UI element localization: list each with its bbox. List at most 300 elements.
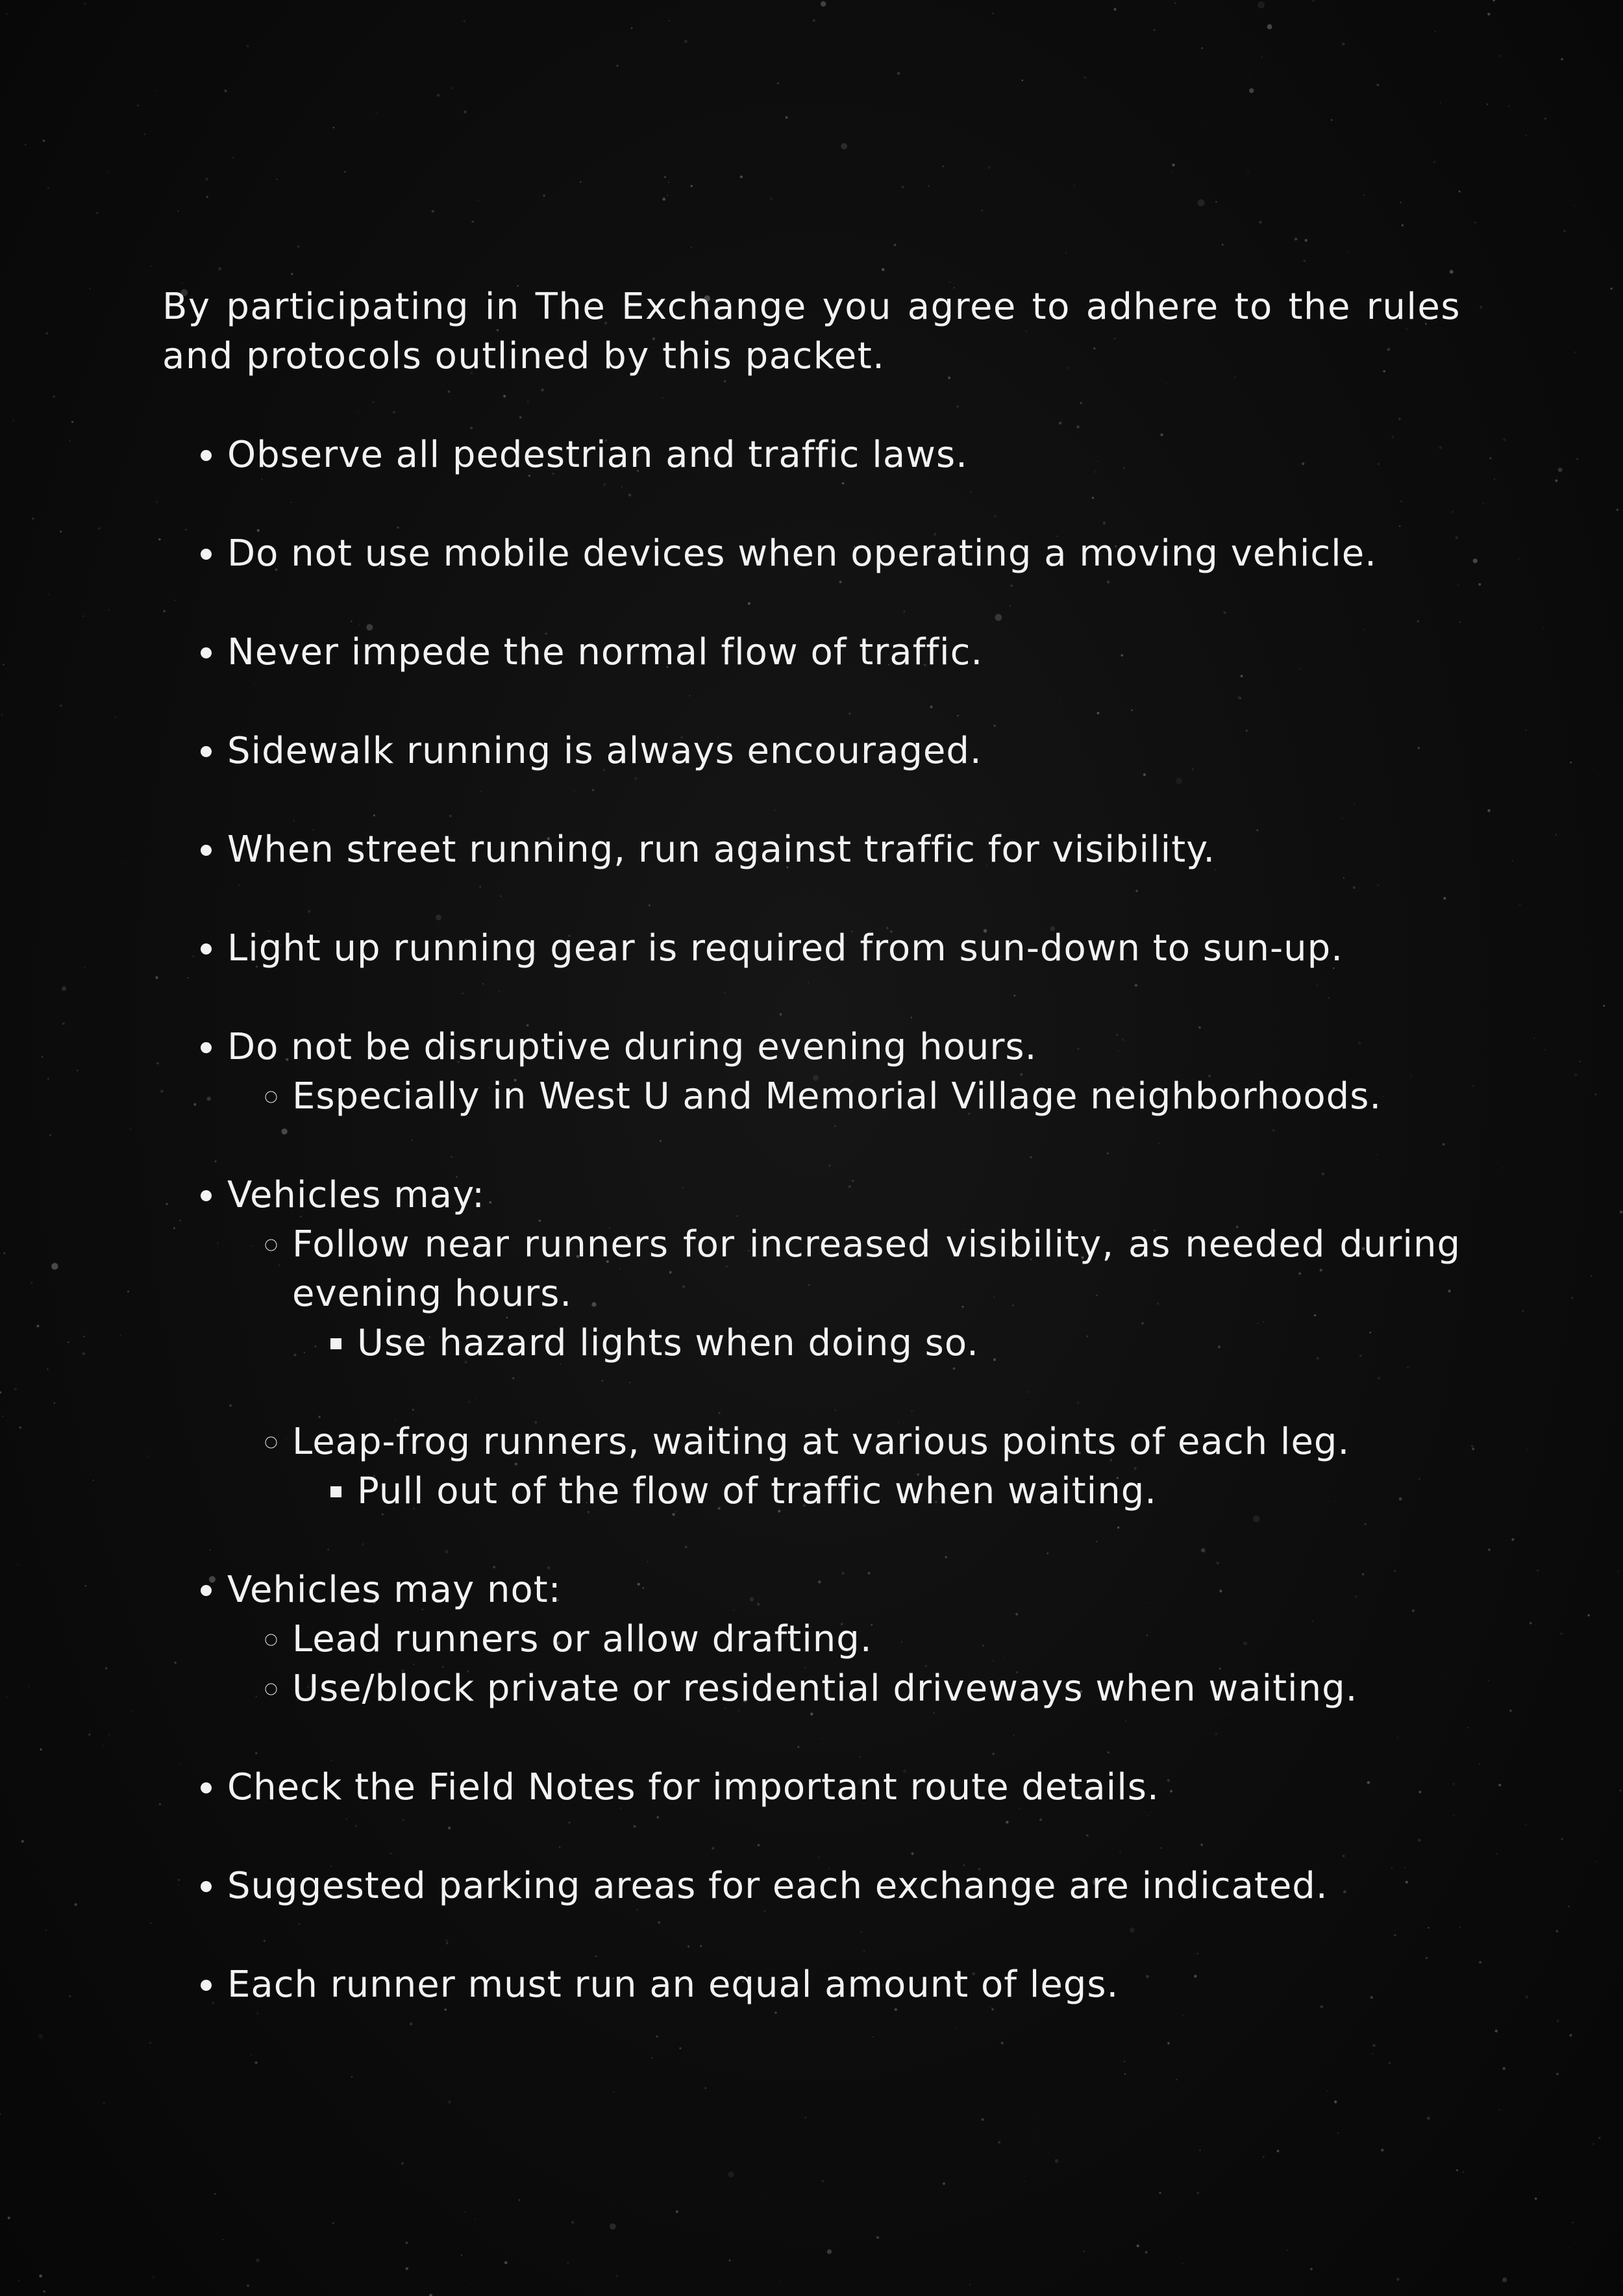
speckle — [1248, 77, 1249, 78]
speckle — [1258, 1, 1265, 8]
speckle — [6, 1696, 8, 1699]
speckle — [1459, 190, 1461, 192]
speckle — [51, 1263, 58, 1269]
speckle — [1267, 24, 1272, 29]
speckle — [1580, 1061, 1581, 1062]
speckle — [1304, 239, 1307, 242]
speckle — [143, 133, 145, 135]
speckle — [1556, 2073, 1559, 2075]
speckle — [894, 243, 897, 246]
rule-text: Sidewalk running is always encouraged. — [227, 730, 982, 772]
speckle — [1372, 2044, 1375, 2047]
speckle — [71, 421, 73, 423]
speckle — [821, 1, 826, 6]
speckle — [567, 2262, 569, 2264]
speckle — [1450, 270, 1454, 274]
speckle — [60, 530, 62, 532]
sub-rule-driveways — [292, 1664, 1461, 1714]
speckle — [1083, 2251, 1085, 2252]
speckle — [1568, 1906, 1570, 1907]
speckle — [1048, 2152, 1050, 2153]
speckle — [1022, 79, 1024, 81]
speckle — [1618, 1571, 1619, 1572]
speckle — [1522, 1310, 1524, 1312]
rule-no-impede — [227, 628, 1461, 677]
rule-no-mobile — [227, 529, 1461, 579]
speckle — [247, 45, 249, 47]
sub-list — [227, 1072, 1461, 1121]
speckle — [1530, 1622, 1532, 1625]
speckle — [1555, 479, 1557, 482]
speckle — [1396, 2278, 1400, 2281]
speckle — [1337, 2132, 1339, 2134]
speckle — [47, 1078, 49, 1080]
rule-not-disruptive — [227, 1023, 1461, 1121]
speckle — [813, 19, 815, 21]
speckle — [1610, 288, 1613, 290]
speckle — [1483, 503, 1484, 504]
speckle — [1065, 252, 1067, 253]
speckle — [1593, 769, 1594, 770]
speckle — [897, 72, 900, 75]
speckle — [88, 1734, 90, 1736]
speckle — [1307, 2085, 1309, 2086]
sub-rule-leapfrog — [292, 1417, 1461, 1516]
speckle — [106, 171, 108, 173]
sub-sub-rule-hazard — [357, 1319, 1461, 1368]
rules-content — [162, 282, 1461, 2010]
sub-sub-list — [292, 1467, 1461, 1516]
speckle — [84, 967, 86, 968]
speckle — [333, 127, 335, 129]
speckle — [1084, 77, 1085, 79]
rule-vehicles-may-not — [227, 1566, 1461, 1714]
speckle — [53, 395, 55, 398]
speckle — [1363, 195, 1365, 196]
speckle — [276, 179, 277, 180]
speckle — [1502, 2067, 1505, 2070]
speckle — [108, 609, 110, 611]
speckle — [1024, 2180, 1025, 2182]
speckle — [543, 195, 545, 197]
speckle — [1295, 238, 1298, 241]
speckle — [150, 1922, 152, 1924]
speckle — [82, 1353, 85, 1355]
speckle — [256, 2258, 260, 2262]
speckle — [464, 110, 466, 113]
speckle — [1303, 260, 1306, 262]
speckle — [102, 1745, 103, 1746]
speckle — [1001, 2041, 1004, 2044]
speckle — [664, 176, 666, 178]
speckle — [1159, 2192, 1161, 2194]
speckle — [62, 986, 66, 991]
speckle — [2, 1416, 3, 1417]
speckle — [1196, 2191, 1199, 2194]
speckle — [679, 2047, 681, 2049]
speckle — [93, 1480, 94, 1481]
speckle — [804, 2116, 807, 2119]
rule-text: Suggested parking areas for each exchange are indicated. — [227, 1865, 1328, 1907]
speckle — [125, 862, 127, 864]
speckle — [177, 210, 179, 212]
speckle — [1496, 1853, 1498, 1854]
speckle — [1471, 1445, 1474, 1447]
speckle — [1595, 1861, 1596, 1862]
speckle — [120, 1334, 121, 1336]
speckle — [1215, 201, 1217, 203]
speckle — [1525, 729, 1527, 731]
speckle — [1591, 1275, 1592, 1277]
speckle — [1402, 224, 1404, 226]
speckle — [656, 2036, 658, 2038]
speckle — [97, 212, 98, 214]
speckle — [83, 3, 86, 5]
speckle — [465, 2212, 466, 2213]
speckle — [1055, 2159, 1059, 2163]
speckle — [85, 1585, 87, 1587]
speckle — [1331, 119, 1333, 121]
speckle — [1176, 2079, 1178, 2080]
speckle — [108, 1734, 110, 1736]
speckle — [147, 1455, 149, 1457]
speckle — [1113, 8, 1116, 10]
speckle — [1312, 0, 1315, 2]
speckle — [130, 1710, 132, 1712]
speckle — [1525, 1824, 1527, 1826]
sub-rule-text: Leap-frog runners, waiting at various points of each leg. — [292, 1421, 1350, 1463]
speckle — [1493, 0, 1495, 1]
speckle — [942, 166, 944, 168]
speckle — [882, 268, 885, 271]
rule-equal-legs — [227, 1960, 1461, 2010]
speckle — [256, 2012, 258, 2014]
speckle — [1576, 458, 1578, 460]
speckle — [928, 186, 930, 187]
speckle — [332, 2222, 335, 2225]
speckle — [765, 2196, 767, 2197]
sub-sub-rule-text: Use hazard lights when doing so. — [357, 1322, 979, 1364]
speckle — [1598, 2137, 1600, 2139]
speckle — [1520, 904, 1521, 905]
speckle — [1620, 1790, 1622, 1791]
speckle — [1480, 306, 1482, 308]
speckle — [1544, 118, 1547, 120]
speckle — [1587, 1614, 1590, 1617]
rule-vehicles-may — [227, 1171, 1461, 1516]
speckle — [1372, 2053, 1374, 2054]
speckle — [150, 2042, 151, 2043]
speckle — [1595, 1093, 1596, 1095]
sub-rule-text: Use/block private or residential driveways when waiting. — [292, 1667, 1358, 1710]
speckle — [1479, 1764, 1480, 1765]
speckle — [1400, 202, 1401, 203]
speckle — [1544, 1049, 1546, 1051]
rule-text: Vehicles may not: — [227, 1569, 562, 1611]
speckle — [130, 1129, 131, 1130]
speckle — [43, 140, 45, 142]
speckle — [1569, 2247, 1570, 2249]
speckle — [206, 196, 208, 199]
rule-text: Light up running gear is required from sun-down to sun-up. — [227, 927, 1344, 969]
speckle — [137, 105, 138, 106]
speckle — [43, 2290, 45, 2293]
speckle — [982, 210, 983, 211]
speckle — [827, 2249, 832, 2254]
speckle — [969, 2284, 971, 2286]
speckle — [64, 176, 65, 177]
rule-sidewalk — [227, 727, 1461, 776]
speckle — [873, 2036, 874, 2038]
speckle — [1503, 438, 1505, 441]
speckle — [464, 20, 465, 22]
speckle — [1569, 2034, 1572, 2036]
speckle — [1487, 12, 1490, 15]
speckle — [376, 112, 377, 114]
speckle — [21, 1840, 24, 1843]
speckle — [1145, 2251, 1147, 2253]
speckle — [676, 2210, 678, 2213]
speckle — [14, 1388, 17, 1391]
speckle — [1473, 558, 1478, 563]
speckle — [1124, 2073, 1126, 2075]
speckle — [25, 144, 27, 145]
speckle — [89, 1731, 91, 1733]
speckle — [449, 2239, 450, 2240]
intro-paragraph: By participating in The Exchange you agree to adhere to the rules and protocols outlined by this packet. — [162, 286, 1461, 377]
speckle — [155, 501, 158, 504]
sub-rule-text: Follow near runners for increased visibility, as needed during evening hours. — [292, 1223, 1461, 1315]
speckle — [0, 2114, 1, 2115]
speckle — [410, 2023, 412, 2025]
rules-list — [162, 430, 1461, 2010]
sub-rule-follow — [292, 1220, 1461, 1368]
speckle — [222, 2239, 223, 2240]
speckle — [98, 527, 101, 530]
speckle — [45, 1930, 47, 1931]
rule-observe-laws — [227, 430, 1461, 480]
speckle — [36, 1325, 39, 1327]
speckle — [0, 1391, 1, 1394]
speckle — [1171, 171, 1172, 172]
speckle — [247, 2284, 249, 2287]
speckle — [406, 2241, 408, 2244]
speckle — [18, 2280, 19, 2282]
speckle — [1222, 244, 1224, 246]
speckle — [1571, 1297, 1574, 1299]
rule-text: Each runner must run an equal amount of legs. — [227, 1964, 1119, 2006]
speckle — [988, 166, 991, 169]
speckle — [1172, 164, 1175, 167]
speckle — [478, 200, 479, 201]
speckle — [1468, 1727, 1469, 1728]
speckle — [62, 1023, 65, 1025]
sub-list — [227, 1220, 1461, 1516]
sub-rule-text: Especially in West U and Memorial Village neighborhoods. — [292, 1075, 1382, 1117]
speckle — [6, 13, 8, 15]
speckle — [474, 2219, 475, 2220]
speckle — [1533, 1038, 1535, 1040]
speckle — [297, 245, 299, 248]
speckle — [729, 2260, 731, 2262]
speckle — [1478, 583, 1481, 586]
rule-text: Vehicles may: — [227, 1174, 486, 1216]
speckle — [1472, 1085, 1474, 1087]
speckle — [1556, 1930, 1559, 1932]
speckle — [1489, 457, 1492, 460]
speckle — [12, 420, 14, 422]
speckle — [1124, 2061, 1125, 2062]
speckle — [205, 177, 208, 181]
speckle — [1617, 508, 1618, 510]
speckle — [1525, 1995, 1528, 1999]
speckle — [74, 1903, 77, 1906]
speckle — [504, 2261, 508, 2264]
speckle — [1558, 468, 1563, 472]
speckle — [1167, 2042, 1170, 2045]
speckle — [401, 2162, 403, 2164]
speckle — [3, 1253, 5, 1254]
speckle — [1561, 1838, 1563, 1840]
speckle — [982, 2118, 984, 2121]
speckle — [704, 2087, 706, 2089]
speckle — [77, 1069, 79, 1071]
speckle — [1479, 1961, 1481, 1964]
speckle — [39, 2275, 42, 2278]
speckle — [662, 197, 665, 201]
rule-parking — [227, 1862, 1461, 1911]
speckle — [1498, 1784, 1501, 1786]
speckle — [1560, 1632, 1562, 1634]
speckle — [1277, 2150, 1280, 2152]
speckle — [55, 1525, 56, 1526]
speckle — [1603, 1005, 1605, 1007]
speckle — [616, 2275, 618, 2277]
speckle — [432, 210, 434, 212]
speckle — [1201, 47, 1202, 49]
speckle — [1137, 2245, 1139, 2247]
speckle — [42, 1056, 43, 1058]
speckle — [668, 182, 669, 183]
speckle — [1507, 105, 1510, 108]
speckle — [60, 705, 62, 706]
rule-light-gear — [227, 924, 1461, 973]
speckle — [1472, 1447, 1474, 1450]
speckle — [1199, 2150, 1200, 2151]
speckle — [1539, 2191, 1540, 2192]
speckle — [69, 440, 71, 442]
speckle — [1376, 84, 1379, 86]
speckle — [49, 1134, 51, 1136]
speckle — [1310, 2268, 1312, 2270]
rule-text: Never impede the normal flow of traffic. — [227, 631, 984, 673]
sub-sub-list — [292, 1319, 1461, 1368]
speckle — [3, 664, 5, 666]
speckle — [943, 2182, 945, 2185]
speckle — [103, 2102, 105, 2104]
speckle — [155, 976, 158, 979]
speckle — [1346, 251, 1348, 253]
speckle — [82, 616, 84, 618]
speckle — [728, 2171, 734, 2177]
speckle — [684, 40, 688, 43]
speckle — [616, 65, 618, 67]
speckle — [1592, 2143, 1595, 2146]
speckle — [1249, 88, 1254, 93]
speckle — [1537, 1569, 1539, 1571]
speckle — [1487, 103, 1488, 105]
speckle — [255, 2062, 258, 2064]
rule-text: Check the Field Notes for important route details. — [227, 1766, 1159, 1808]
speckle — [740, 175, 743, 178]
speckle — [1498, 55, 1501, 57]
speckle — [1463, 2171, 1465, 2173]
speckle — [156, 1062, 159, 1065]
speckle — [158, 538, 161, 541]
speckle — [1488, 1549, 1491, 1551]
speckle — [667, 195, 668, 196]
speckle — [1334, 2101, 1337, 2103]
speckle — [31, 1282, 33, 1284]
speckle — [224, 90, 227, 92]
speckle — [1263, 2156, 1265, 2158]
speckle — [1526, 135, 1527, 136]
speckle — [1509, 1710, 1511, 1712]
speckle — [1494, 3, 1495, 4]
rule-text: Do not use mobile devices when operating a moving vehicle. — [227, 532, 1377, 575]
sub-rule-lead — [292, 1615, 1461, 1664]
speckle — [691, 185, 693, 187]
rule-street-running — [227, 825, 1461, 875]
speckle — [782, 219, 784, 220]
speckle — [1197, 199, 1204, 206]
sub-list — [227, 1615, 1461, 1714]
speckle — [105, 1667, 108, 1669]
speckle — [351, 2076, 353, 2077]
speckle — [1561, 58, 1563, 60]
speckle — [114, 716, 116, 718]
speckle — [40, 1749, 42, 1751]
speckle — [1572, 2222, 1574, 2224]
speckle — [786, 116, 788, 119]
speckle — [471, 221, 474, 223]
speckle — [613, 2091, 615, 2093]
speckle — [1433, 160, 1435, 163]
speckle — [46, 332, 48, 334]
speckle — [691, 247, 692, 248]
speckle — [1574, 351, 1576, 353]
speckle — [448, 2101, 451, 2104]
speckle — [69, 1995, 71, 1997]
speckle — [1502, 2277, 1507, 2282]
speckle — [770, 197, 772, 199]
speckle — [54, 1403, 55, 1404]
speckle — [461, 2254, 462, 2256]
speckle — [214, 2193, 216, 2195]
sub-sub-rule-pull-out — [357, 1467, 1461, 1516]
speckle — [406, 2267, 409, 2271]
speckle — [1289, 2014, 1291, 2015]
speckle — [19, 1427, 21, 1429]
speckle — [876, 2236, 879, 2239]
speckle — [1261, 56, 1262, 57]
speckle — [902, 186, 904, 188]
speckle — [153, 2276, 155, 2278]
speckle — [1487, 1680, 1490, 1682]
speckle — [519, 2199, 521, 2201]
speckle — [1527, 1449, 1528, 1451]
speckle — [822, 2180, 824, 2182]
